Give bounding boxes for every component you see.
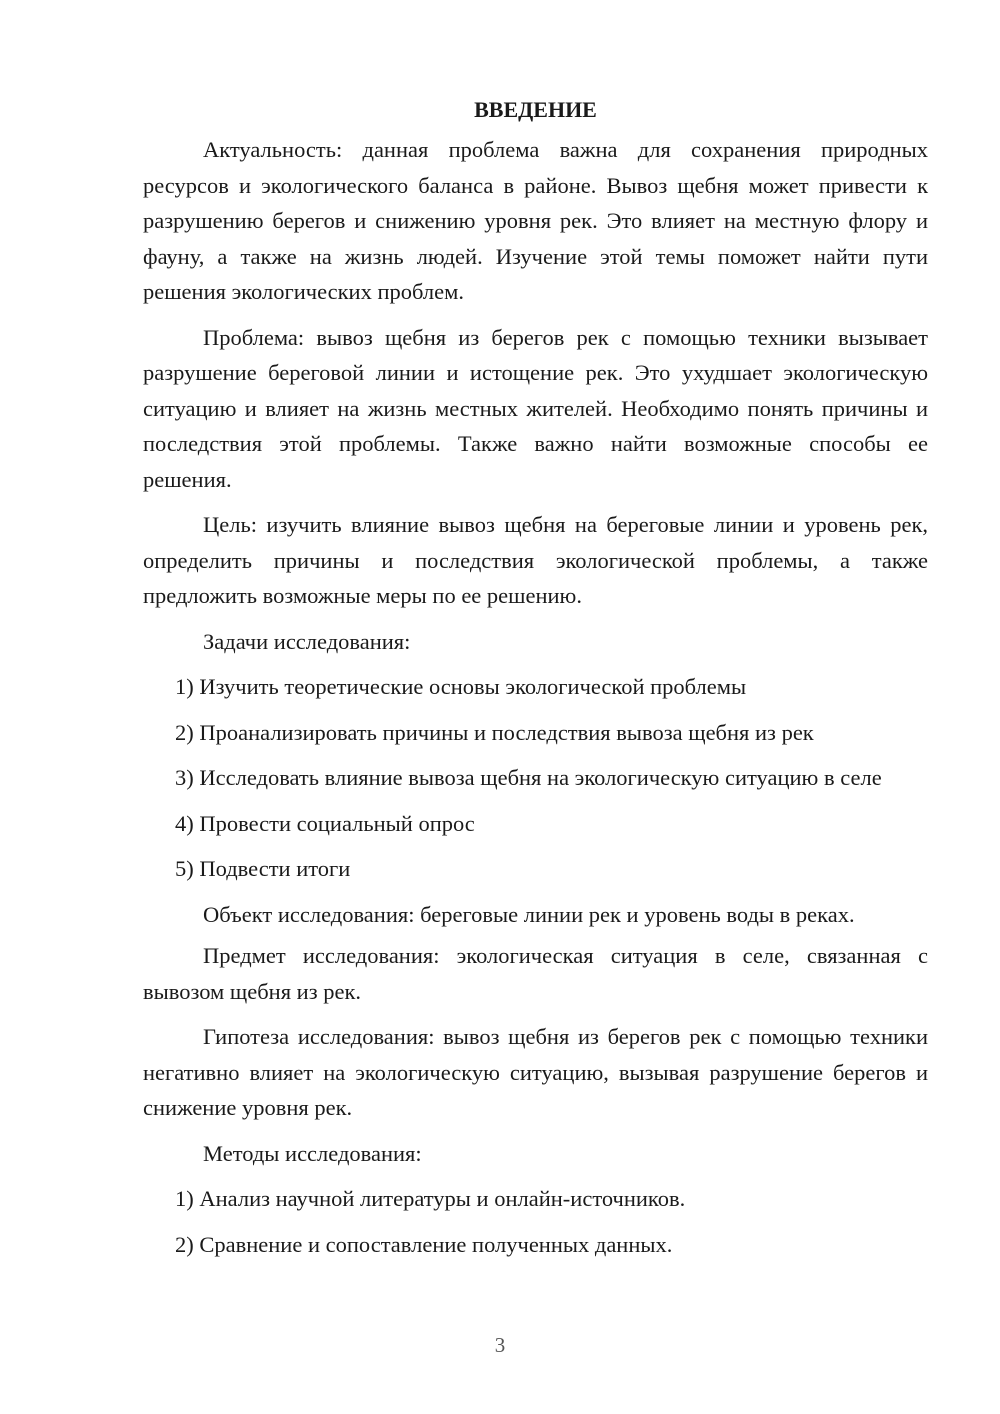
task-item: 3) Исследовать влияние вывоза щебня на экологическую ситуацию в селе: [175, 765, 882, 790]
goal-paragraph: Цель: изучить влияние вывоз щебня на береговые линии и уровень рек, определить причины и последствия экологической проблемы, а также предложить возможные меры по ее решению.: [143, 512, 928, 608]
page-number: 3: [494, 1333, 506, 1357]
task-item: 5) Подвести итоги: [175, 856, 351, 881]
methods-heading: Методы исследования:: [203, 1140, 422, 1166]
subject-paragraph: Предмет исследования: экологическая ситуация в селе, связанная с вывозом щебня из рек.: [143, 943, 928, 1004]
method-item: 2) Сравнение и сопоставление полученных данных.: [175, 1231, 673, 1257]
hypothesis-paragraph: Гипотеза исследования: вывоз щебня из берегов рек с помощью техники негативно влияет на экологическую ситуацию, вызывая разрушение берегов и снижение уровня рек.: [143, 1024, 928, 1120]
object-paragraph: Объект исследования: береговые линии рек и уровень воды в реках.: [203, 901, 855, 927]
relevance-paragraph: Актуальность: данная проблема важна для сохранения природных ресурсов и экологического баланса в районе. Вывоз щебня может привести к разрушению берегов и снижению уровня рек. Это влияет на местную флору и фауну, а также на жизнь людей. Изучение этой темы поможет найти пути решения экологических проблем.: [143, 137, 928, 304]
task-item: 2) Проанализировать причины и последствия вывоза щебня из рек: [175, 719, 814, 745]
task-item: 1) Изучить теоретические основы экологической проблемы: [175, 674, 747, 699]
tasks-heading: Задачи исследования:: [203, 628, 411, 654]
method-item: 1) Анализ научной литературы и онлайн-источников.: [175, 1186, 686, 1211]
problem-paragraph: Проблема: вывоз щебня из берегов рек с помощью техники вызывает разрушение береговой линии и истощение рек. Это ухудшает экологическую ситуацию и влияет на жизнь местных жителей. Необходимо понять причины и последствия этой проблемы. Также важно найти возможные способы ее решения.: [143, 324, 928, 492]
task-item: 4) Провести социальный опрос: [175, 810, 475, 836]
page-content: [143, 92, 928, 1272]
section-title: ВВЕДЕНИЕ: [474, 97, 597, 122]
